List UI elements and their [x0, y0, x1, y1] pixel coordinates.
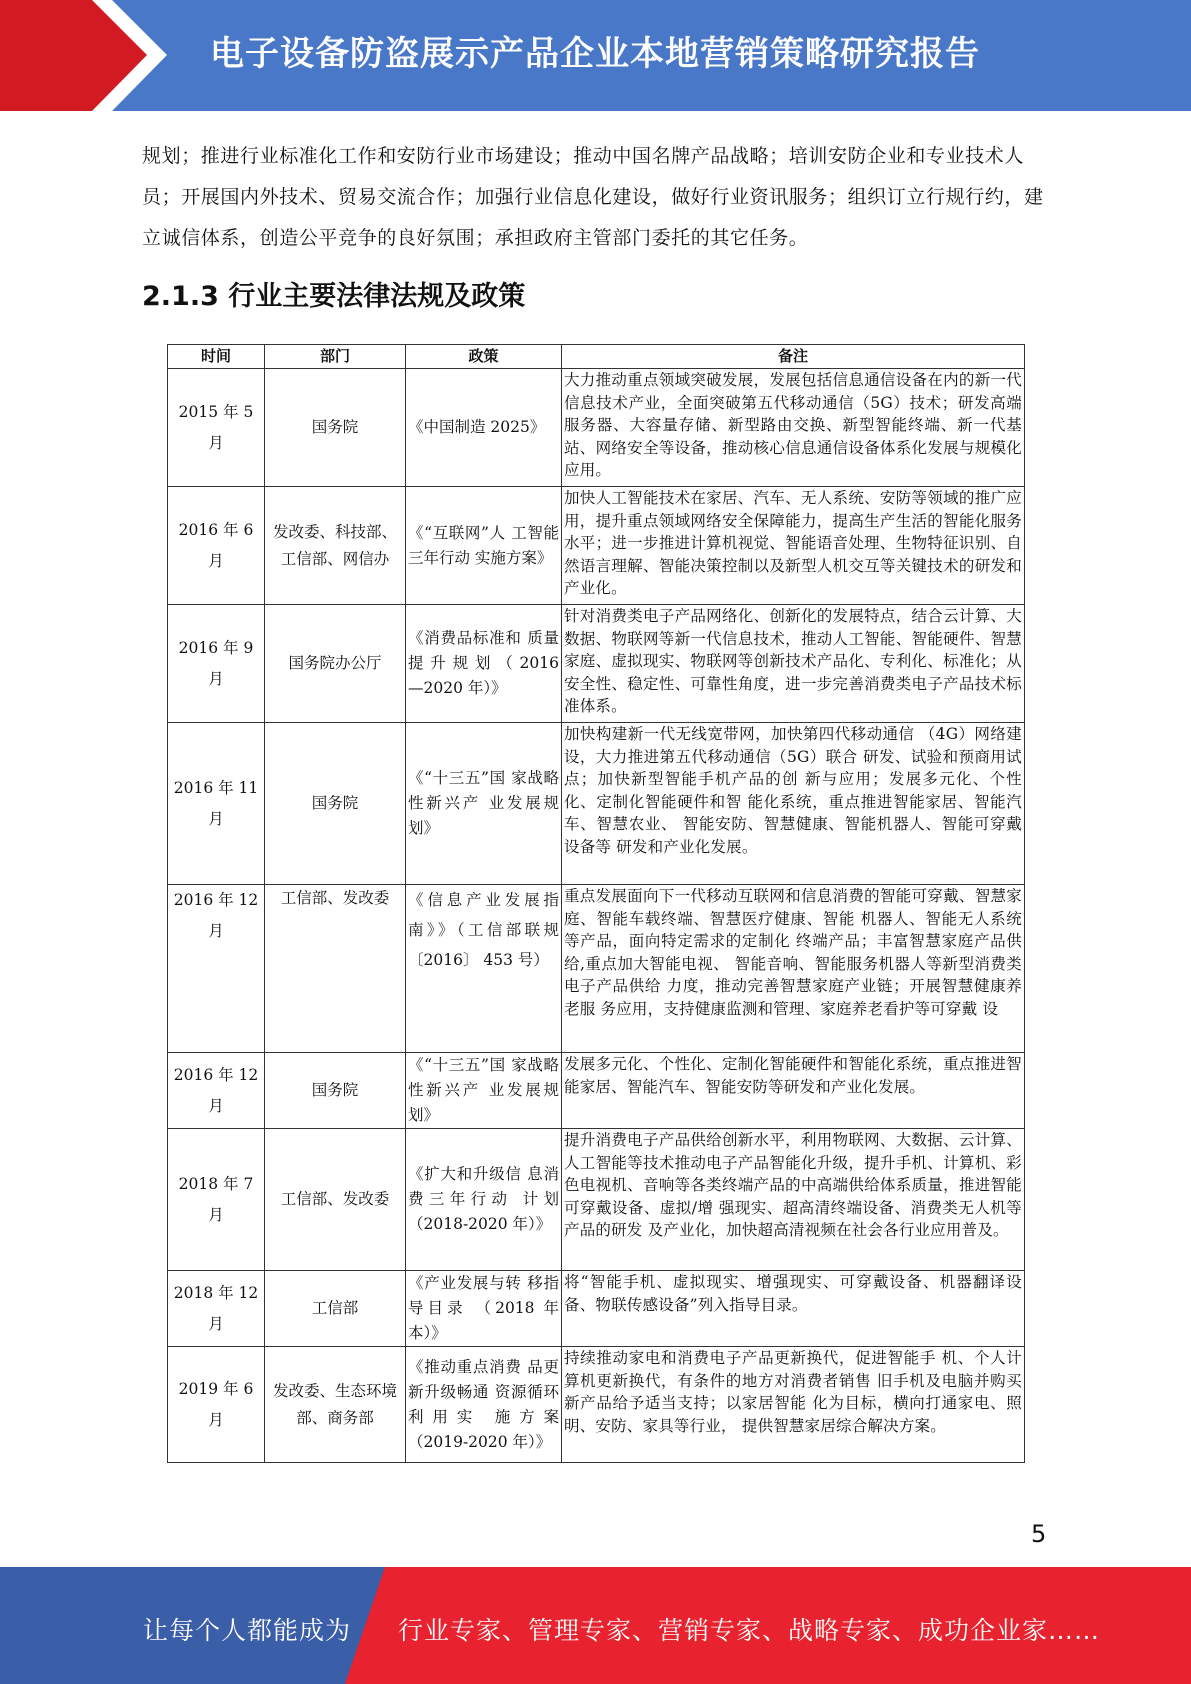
row-time: 2016 年 11 月 — [168, 723, 265, 885]
row-time: 2016 年 9 月 — [168, 605, 265, 723]
row-time: 2016 年 12 月 — [168, 1053, 265, 1129]
header-dept: 部门 — [265, 345, 406, 369]
row-policy: 《“十三五”国 家战略性新兴产 业发展规划》 — [406, 1053, 562, 1129]
row-dept: 工信部、发改委 — [265, 1129, 406, 1271]
header-time: 时间 — [168, 345, 265, 369]
row-time: 2018 年 12 月 — [168, 1271, 265, 1347]
table-row — [168, 1053, 1025, 1129]
page-footer — [0, 1567, 1191, 1684]
page-number: 5 — [1031, 1520, 1047, 1548]
row-note: 针对消费类电子产品网络化、创新化的发展特点，结合云计算、大数据、物联网等新一代信息技术，推动人工智能、智能硬件、智慧家庭、虚拟现实、物联网等创新技术产品化、专利化、标准化；从安全性、稳定性、可靠性角度，进一步完善消费类电子产品技术标准体系。 — [562, 605, 1025, 723]
table-row — [168, 1271, 1025, 1347]
row-policy: 《扩大和升级信 息消费三年行动 计划（2018-2020 年）》 — [406, 1129, 562, 1271]
page-header — [0, 0, 1191, 111]
row-note: 提升消费电子产品供给创新水平，利用物联网、大数据、云计算、人工智能等技术推动电子产品智能化升级，提升手机、计算机、彩色电视机、音响等各类终端产品的中高端供给体系质量，推进智能可穿戴设备、虚拟/增 强现实、超高清终端设备、消费类无人机等产品的研发 及产业化，加快超高清视频在社会各行业应用普及。 — [562, 1129, 1025, 1271]
row-policy: 《消费品标准和 质量 提 升 规 划 （ 2016—2020 年）》 — [406, 605, 562, 723]
row-dept: 国务院 — [265, 1053, 406, 1129]
row-dept: 国务院办公厅 — [265, 605, 406, 723]
row-note: 加快人工智能技术在家居、汽车、无人系统、安防等领域的推广应用，提升重点领域网络安全保障能力，提高生产生活的智能化服务水平；进一步推进计算机视觉、智能语音处理、生物特征识别、自然语言理解、智能决策控制以及新型人机交互等关键技术的研发和产业化。 — [562, 487, 1025, 605]
table-row — [168, 885, 1025, 1053]
row-dept: 工信部、发改委 — [265, 885, 406, 1053]
row-policy: 《产业发展与转 移指导目录 （2018 年本）》 — [406, 1271, 562, 1347]
row-dept: 发改委、生态环境部、商务部 — [265, 1347, 406, 1463]
row-dept: 发改委、科技部、工信部、网信办 — [265, 487, 406, 605]
row-note: 将“智能手机、虚拟现实、增强现实、可穿戴设备、机器翻译设备、物联传感设备”列入指导目录。 — [562, 1271, 1025, 1347]
header-note: 备注 — [562, 345, 1025, 369]
table-row — [168, 1129, 1025, 1271]
row-note: 加快构建新一代无线宽带网，加快第四代移动通信 （4G）网络建设，大力推进第五代移动通信（5G）联合 研发、试验和预商用试点；加快新型智能手机产品的创 新与应用；发展多元化、个性化、定制化智能硬件和智 能化系统，重点推进智能家居、智能汽车、智慧农业、 智能安防、智慧健康、智能机器人、智能可穿戴设备等 研发和产业化发展。 — [562, 723, 1025, 885]
row-dept: 工信部 — [265, 1271, 406, 1347]
row-time: 2016 年 12 月 — [168, 885, 265, 1053]
row-time: 2018 年 7 月 — [168, 1129, 265, 1271]
row-policy: 《中国制造 2025》 — [406, 369, 562, 487]
row-time: 2015 年 5 月 — [168, 369, 265, 487]
row-policy: 《“十三五”国 家战略性新兴产 业发展规划》 — [406, 723, 562, 885]
row-note: 重点发展面向下一代移动互联网和信息消费的智能可穿戴、智慧家庭、智能车载终端、智慧医疗健康、智能 机器人、智能无人系统等产品，面向特定需求的定制化 终端产品；丰富智慧家庭产品供给,重点加大智能电视、 智能音响、智能服务机器人等新型消费类电子产品供给 力度，推动完善智慧家庭产业链；开展智慧健康养老服 务应用，支持健康监测和管理、家庭养老看护等可穿戴 设 — [562, 885, 1025, 1053]
section-heading: 2.1.3 行业主要法律法规及政策 — [142, 281, 526, 312]
row-note: 大力推动重点领域突破发展，发展包括信息通信设备在内的新一代信息技术产业，全面突破第五代移动通信（5G）技术；研发高端服务器、大容量存储、新型路由交换、新型智能终端、新一代基站、网络安全等设备，推动核心信息通信设备体系化发展与规模化应用。 — [562, 369, 1025, 487]
policy-table — [167, 344, 1025, 1463]
row-dept: 国务院 — [265, 369, 406, 487]
table-header-row — [168, 345, 1025, 369]
table-row — [168, 369, 1025, 487]
row-policy: 《推动重点消费 品更新升级畅通 资源循环利用实 施方案（2019-2020 年）》 — [406, 1347, 562, 1463]
intro-paragraph: 规划；推进行业标准化工作和安防行业市场建设；推动中国名牌产品战略；培训安防企业和专业技术人员；开展国内外技术、贸易交流合作；加强行业信息化建设，做好行业资讯服务；组织订立行规行约，建立诚信体系，创造公平竞争的良好氛围；承担政府主管部门委托的其它任务。 — [142, 145, 1044, 249]
footer-slogan-right: 行业专家、管理专家、营销专家、战略专家、成功企业家…… — [398, 1616, 1101, 1645]
table-row — [168, 605, 1025, 723]
row-policy: 《“互联网”人 工智能三年行动 实施方案》 — [406, 487, 562, 605]
row-time: 2019 年 6 月 — [168, 1347, 265, 1463]
row-time: 2016 年 6 月 — [168, 487, 265, 605]
row-dept: 国务院 — [265, 723, 406, 885]
table-row — [168, 487, 1025, 605]
footer-slogan-left: 让每个人都能成为 — [143, 1616, 352, 1645]
report-title: 电子设备防盗展示产品企业本地营销策略研究报告 — [210, 34, 980, 74]
row-policy: 《信息产业发展指南》》（工信部联规〔2016〕 453 号） — [406, 885, 562, 1053]
header-policy: 政策 — [406, 345, 562, 369]
table-row — [168, 723, 1025, 885]
table-row — [168, 1347, 1025, 1463]
row-note: 持续推动家电和消费电子产品更新换代，促进智能手 机、个人计算机更新换代，有条件的地方对消费者销售 旧手机及电脑并购买新产品给予适当支持；以家居智能 化为目标，横向打通家电、照明、安防、家具等行业， 提供智慧家居综合解决方案。 — [562, 1347, 1025, 1463]
row-note: 发展多元化、个性化、定制化智能硬件和智能化系统，重点推进智能家居、智能汽车、智能安防等研发和产业化发展。 — [562, 1053, 1025, 1129]
